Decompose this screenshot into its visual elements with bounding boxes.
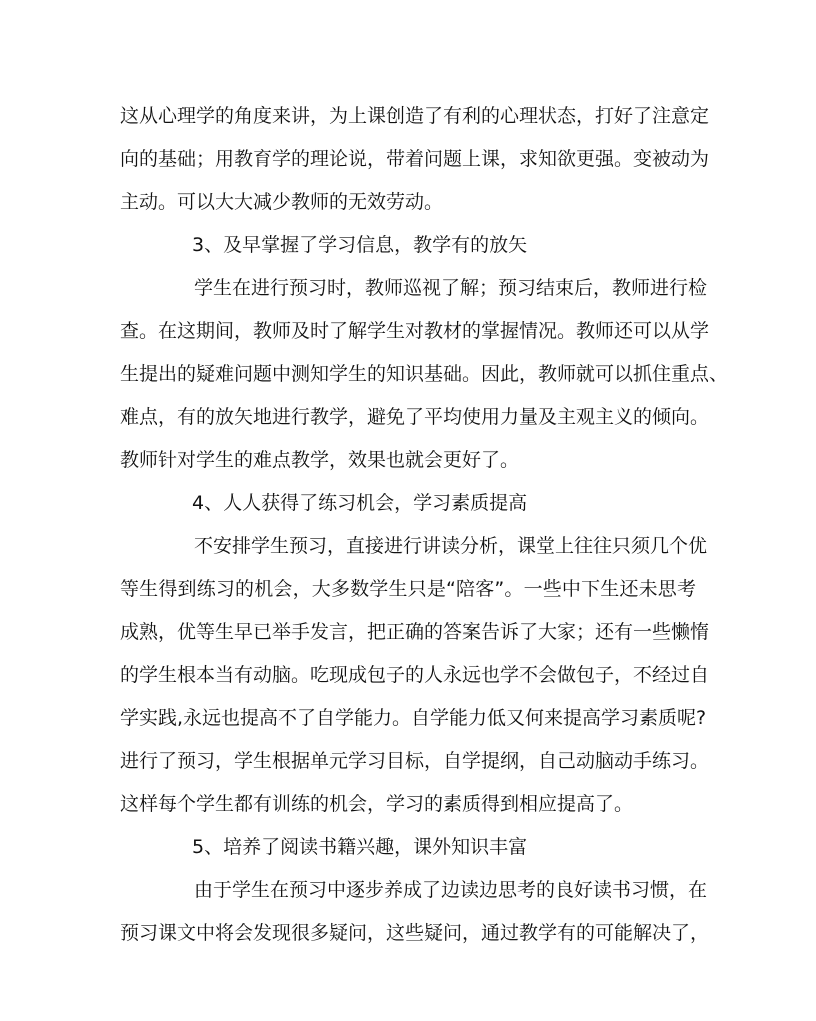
text-line: [0, 226, 816, 264]
paragraph-text: 由于学生在预习中逐步养成了边读边思考的良好读书习惯，在: [194, 879, 708, 901]
paragraph-text: 成熟，优等生早已举手发言，把正确的答案告诉了大家；还有一些懒惰: [120, 621, 710, 643]
paragraph-text: 等生得到练习的机会，大多数学生只是“陪客”。一些中下生还未思考: [120, 578, 696, 600]
text-line: [0, 269, 816, 307]
paragraph-text: 教师针对学生的难点教学，效果也就会更好了。: [120, 449, 520, 471]
text-line: [0, 183, 816, 221]
text-line: [0, 613, 816, 651]
paragraph-text: 查。在这期间，教师及时了解学生对教材的掌握情况。教师还可以从学: [120, 320, 710, 342]
text-line: [0, 140, 816, 178]
text-line: [0, 527, 816, 565]
text-line: [0, 871, 816, 909]
paragraph-text: 难点，有的放矢地进行教学，避免了平均使用力量及主观主义的倾向。: [120, 406, 710, 428]
paragraph-text: 主动。可以大大减少教师的无效劳动。: [120, 191, 444, 213]
text-line: [0, 312, 816, 350]
paragraph-text: 的学生根本当有动脑。吃现成包子的人永远也学不会做包子，不经过自: [120, 664, 710, 686]
text-line: [0, 828, 816, 866]
text-line: [0, 484, 816, 522]
paragraph-text: 学实践,永远也提高不了自学能力。自学能力低又何来提高学习素质呢?: [120, 707, 707, 729]
paragraph-text: 学生在进行预习时，教师巡视了解；预习结束后，教师进行检: [194, 277, 708, 299]
paragraph-text: 预习课文中将会发现很多疑问，这些疑问，通过教学有的可能解决了，: [120, 922, 710, 944]
text-line: [0, 355, 816, 393]
text-line: [0, 742, 816, 780]
text-line: [0, 97, 816, 135]
paragraph-text: 不安排学生预习，直接进行讲读分析，课堂上往往只须几个优: [194, 535, 708, 557]
paragraph-text: 向的基础；用教育学的理论说，带着问题上课，求知欲更强。变被动为: [120, 148, 710, 170]
section-heading: 4、人人获得了练习机会，学习素质提高: [192, 492, 528, 514]
paragraph-text: 生提出的疑难问题中测知学生的知识基础。因此，教师就可以抓住重点、: [120, 363, 729, 385]
text-line: [0, 398, 816, 436]
text-line: [0, 699, 816, 737]
text-line: [0, 785, 816, 823]
text-line: [0, 570, 816, 608]
paragraph-text: 这样每个学生都有训练的机会，学习的素质得到相应提高了。: [120, 793, 634, 815]
text-line: [0, 914, 816, 952]
section-heading: 5、培养了阅读书籍兴趣，课外知识丰富: [192, 836, 528, 858]
section-heading: 3、及早掌握了学习信息，教学有的放矢: [192, 234, 528, 256]
paragraph-text: 进行了预习，学生根据单元学习目标，自学提纲，自己动脑动手练习。: [120, 750, 710, 772]
paragraph-text: 这从心理学的角度来讲，为上课创造了有利的心理状态，打好了注意定: [120, 105, 710, 127]
text-line: [0, 656, 816, 694]
text-line: [0, 441, 816, 479]
